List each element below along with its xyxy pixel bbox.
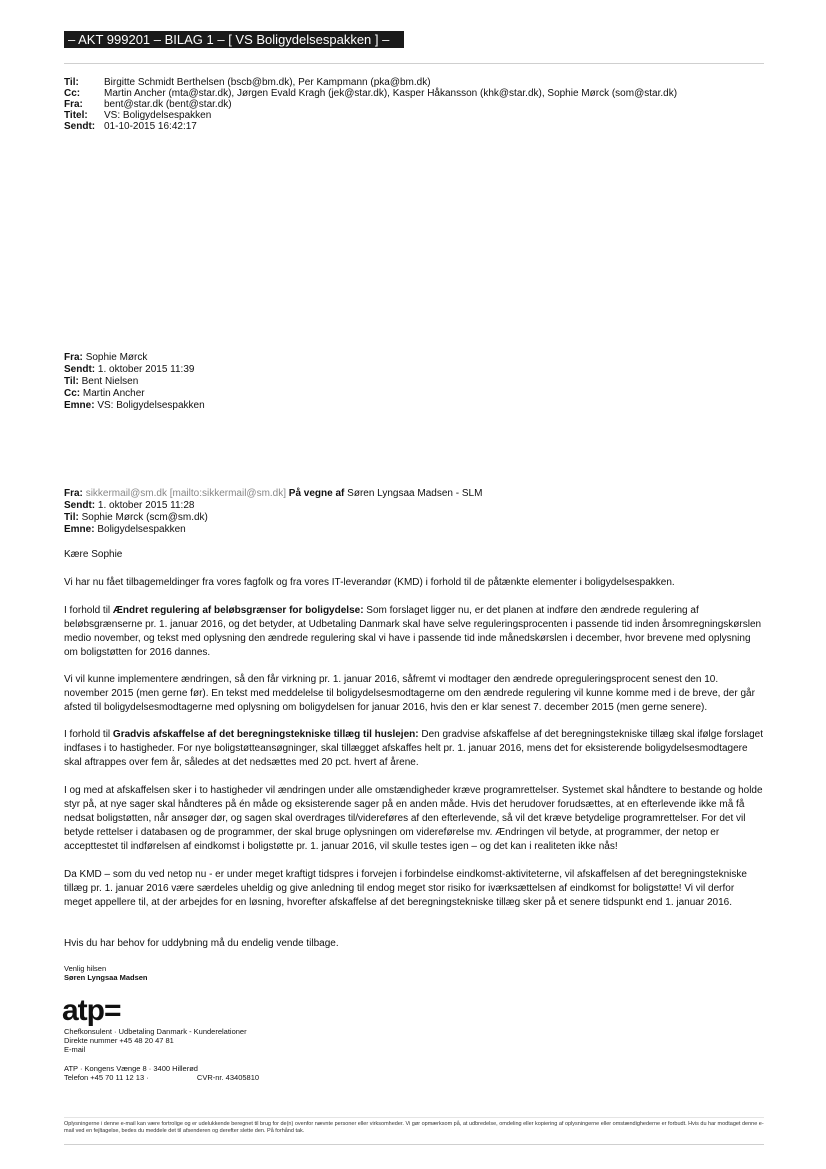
fw2-on-behalf-name: Søren Lyngsaa Madsen - SLM [347,488,483,499]
fw1-sent-label: Sendt: [64,364,96,375]
paragraph-4-rest: Den gradvise afskaffelse af det beregningstekniske tillæg skal ifølge forslaget indfases i to hastigheder. For nye boligstøtteansøgninger, skal tillægget afskaffes helt pr. 1. januar 2016, mens det for eksisterende boligydelsesmodtagere skal aftrappes over fem år, således at det nedsættes med 20 pct. hvert af årene. [64,729,764,768]
fw2-to-value: Sophie Mørck (scm@sm.dk) [81,512,208,523]
fw1-to-value: Bent Nielsen [81,376,139,387]
paragraph-4-heading: Gradvis afskaffelse af det beregningstekniske tillæg til huslejen: [112,729,419,740]
paragraph-2-pre: I forhold til [64,605,113,616]
fw2-to-row [64,512,208,523]
outer-from-label: Fra: [64,99,83,110]
fw1-subject-row [64,400,205,411]
outer-title-label: Titel: [64,110,88,121]
letter-greeting [64,548,764,562]
fw1-sent-value: 1. oktober 2015 11:39 [97,364,195,375]
outer-cc-value: Martin Ancher (mta@star.dk), Jørgen Evald Kragh (jek@star.dk), Kasper Håkansson (khk@star.dk), Sophie Mørck (som@star.dk) [104,88,678,99]
signature-title: Chefkonsulent · Udbetaling Danmark - Kunderelationer [64,1027,247,1036]
outer-to-row [64,77,431,88]
paragraph-4-pre: I forhold til [64,729,113,740]
fw2-to-label: Til: [64,512,79,523]
fw1-cc-value: Martin Ancher [82,388,145,399]
fw1-cc-row [64,388,145,399]
signature-name: Søren Lyngsaa Madsen [64,973,148,982]
outer-title-row [64,110,211,121]
signature-phone: Telefon +45 70 11 12 13 · [64,1073,149,1082]
fw2-sent-label: Sendt: [64,500,96,511]
fw2-subject-value: Boligydelsespakken [97,524,186,535]
fw2-from-label: Fra: [64,488,83,499]
greeting-text: Kære Sophie [64,549,123,560]
signature-address: ATP · Kongens Vænge 8 · 3400 Hillerød [64,1064,198,1073]
banner-divider [64,63,764,64]
signature-phone-row [64,1074,259,1083]
outer-title-value: VS: Boligydelsespakken [104,110,212,121]
fw2-subject-label: Emne: [64,524,95,535]
fw1-from-value: Sophie Mørck [85,352,148,363]
letter-paragraph-4 [64,728,764,770]
outer-sent-row [64,121,197,132]
letter-paragraph-5 [64,784,764,854]
outer-cc-row [64,88,677,99]
outer-cc-label: Cc: [64,88,81,99]
letter-paragraph-1 [64,576,764,590]
disclaimer-divider [64,1117,764,1118]
letter-paragraph-6 [64,868,764,910]
fw2-from-email: sikkermail@sm.dk [mailto:sikkermail@sm.dk] [85,488,287,499]
fw2-from-row [64,488,482,499]
paragraph-2-text [64,604,764,660]
fw1-from-row [64,352,147,363]
paragraph-2-heading: Ændret regulering af beløbsgrænser for boligydelse: [112,605,364,616]
fw1-sent-row [64,364,194,375]
paragraph-2-rest: Som forslaget ligger nu, er det planen at indføre den ændrede regulering af beløbsgrænserne pr. 1. januar 2016, og det betyder, at Udbetaling Danmark skal have selve reguleringsprocenten i passende tid inden årsomregningskørslen medio november, og tekst med oplysning den ændrede regulering skal vi have i passende tid inde månedskørslen i december, hvor brevene med oplysning om boligstøtten for 2016 dannes. [64,605,762,658]
fw2-on-behalf: På vegne af [288,488,345,499]
signature-cvr: CVR-nr. 43405810 [196,1073,260,1082]
paragraph-7-text: Hvis du har behov for uddybning må du endelig vende tilbage. [64,938,339,949]
paragraph-6-text: Da KMD – som du ved netop nu - er under meget kraftigt tidspres i forvejen i forbindelse eindkomst-aktiviteterne, vil afskaffelsen af det beregningstekniske tillæg pr. 1. januar 2016 være særdeles uheldig og give anledning til endog meget stor risiko for iværksættelsen af eindkomst for boligstøtte! Vi vil derfor meget appellere til, at der arbejdes for en løsning, hvorefter afskaffelse af det beregningstekniske tillæg sker på et senere tidspunkt end 1. januar 2016. [64,869,747,908]
paragraph-5-text: I og med at afskaffelsen sker i to hastigheder vil ændringen under alle omstændigheder kræve programrettelser. Systemet skal håndtere to bestande og holde styr på, at nye sager skal håndteres på én måde og eksisterende sager på en anden måde. Hvis det herudover forudsættes, at en efterlevende ikke må få nedsat boligstøtten, når ansøger dør, og sagen skal overdrages til/videreføres af den efterlevende, så vil det kræve betydelige programrettelser. For det vil betyde rettelser i databasen og de programmer, der skal bruge oplysningen om videreførelse mv. Ændringen vil betyde, at programmer, der netop er accepttestet til indførelsen af eindkomst i boligstøtte pr. 1. januar 2016, vil skulle testes igen – og det kan i realiteten ikke nås! [64,785,763,852]
fw1-to-row [64,376,138,387]
paragraph-4-text [64,728,764,770]
fw2-sent-value: 1. oktober 2015 11:28 [97,500,195,511]
fw2-sent-row [64,500,194,511]
outer-sent-label: Sendt: [64,121,96,132]
signature-direct-phone: Direkte nummer +45 48 20 47 81 [64,1036,174,1045]
letter-paragraph-3 [64,673,764,715]
fw1-from-label: Fra: [64,352,83,363]
document-banner: – AKT 999201 – BILAG 1 – [ VS Boligydelsespakken ] – [64,31,404,48]
signature-closing: Venlig hilsen [64,964,107,973]
disclaimer-text: Oplysningerne i denne e-mail kan være fortrolige og er udelukkende beregnet til brug for de(n) ovenfor nævnte personer eller virksomheder. Vi gør opmærksom på, at udbredelse, omdeling eller kopiering af oplysningerne eller omstændighederne er forbudt. Hvis du har modtaget denne e-mail ved en fejltagelse, bedes du meddele det til afsenderen og derefter slette den. På forhånd tak. [64,1121,764,1134]
fw1-cc-label: Cc: [64,388,81,399]
fw2-subject-row [64,524,186,535]
footer-divider [64,1144,764,1145]
atp-logo: atp= [62,994,121,1027]
fw1-subject-label: Emne: [64,400,95,411]
paragraph-1-text: Vi har nu fået tilbagemeldinger fra vores fagfolk og fra vores IT-leverandør (KMD) i forhold til de påtænkte elementer i boligydelsespakken. [64,577,675,588]
outer-from-value: bent@star.dk (bent@star.dk) [104,99,232,110]
signature-email-label: E-mail [64,1045,86,1054]
letter-paragraph-2 [64,604,764,660]
fw1-to-label: Til: [64,376,79,387]
outer-to-label: Til: [64,77,79,88]
outer-from-row [64,99,232,110]
outer-sent-value: 01-10-2015 16:42:17 [104,121,197,132]
letter-paragraph-7 [64,937,764,951]
paragraph-3-text: Vi vil kunne implementere ændringen, så den får virkning pr. 1. januar 2016, såfremt vi modtager den ændrede opreguleringsprocent senest den 10. november 2015 (men gerne før). En tekst med meddelelse til boligydelsesmodtagerne om den ændrede regulering vil kunne komme med i de breve, der går afsted til boligydelsesmodtagerne med oplysning om boligydelsen for januar 2016, hvis den er klar senest 7. december 2015 (men gerne senere). [64,674,755,713]
outer-to-value: Birgitte Schmidt Berthelsen (bscb@bm.dk), Per Kampmann (pka@bm.dk) [104,77,431,88]
fw1-subject-value: VS: Boligydelsespakken [97,400,205,411]
